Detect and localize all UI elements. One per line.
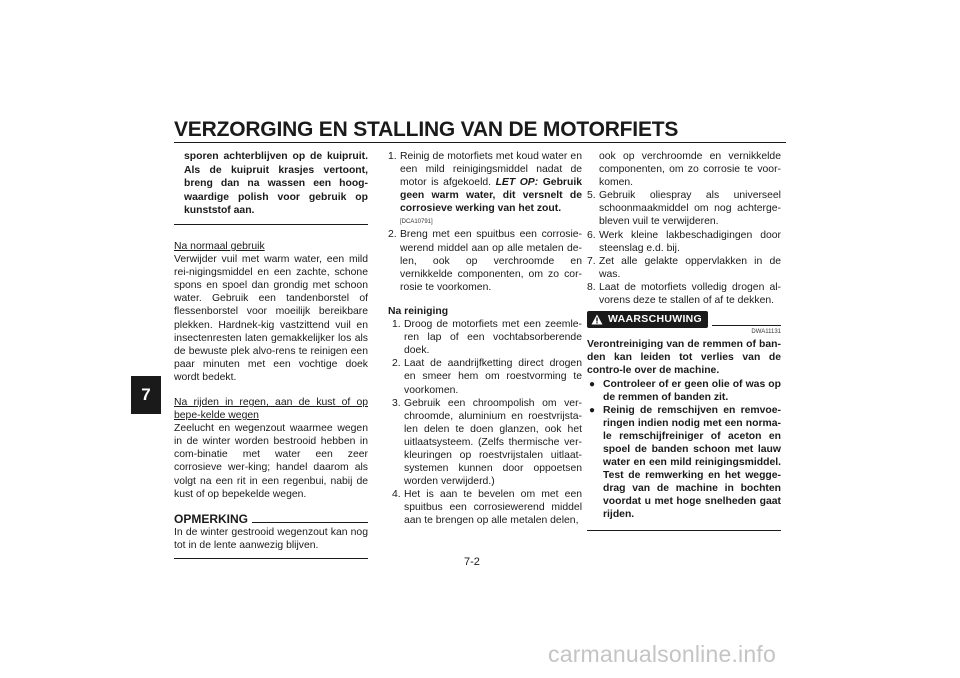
note-title: OPMERKING: [174, 511, 249, 526]
intro-warning-text: sporen achterblijven op de kuipruit. Als de kuipruit krasjes vertoont, breng dan na wassen een hoog-waardige polish voor gebruik op kunststof aan.: [184, 151, 368, 217]
section-heading-normal-use: Na normaal gebruik: [174, 240, 265, 252]
after-cleaning-steps: [392, 318, 582, 528]
column-2: [388, 150, 582, 528]
page-number: 7-2: [464, 556, 480, 568]
divider: [174, 558, 368, 559]
list-item: 3. Gebruik een chroompolish om ver-chroomde, aluminium en roestvrijsta-len delen te doen glanzen, ook het uitlaatsysteem. (Zelfs thermische ver-kleuringen op roestvrijstalen uitlaat-systemen kunnen door oppoetsen worden verwijderd.): [392, 397, 582, 488]
title-rule: [174, 142, 786, 143]
paragraph-normal-use: Verwijder vuil met warm water, een mild rei-nigingsmiddel en een zachte, schone spons en spoel dan grondig met schoon water. Gebruik een tandenborstel of flessenborstel voor moeilijk bereikbare plekken. Hardnek-kig vastzittend vuil en insectenresten laten gemakkelijker los als de bewuste plek alvo-rens te reinigen een paar minuten met een vochtige doek wordt bedekt.: [174, 254, 368, 383]
list-item: 2. Breng met een spuitbus een corrosie-werend middel aan op alle metalen de-len, ook op verchroomde en vernikkelde componenten, om zo cor-rosie te voorkomen.: [388, 229, 582, 293]
warning-triangle-icon: [591, 314, 603, 325]
section-heading-after-cleaning: Na reiniging: [388, 305, 449, 317]
reference-code: [DCA10791]: [400, 219, 433, 226]
paragraph-rain: Zeelucht en wegenzout waarmee wegen in de winter worden bestrooid hebben in com-binatie met water een zeer corrosieve wer-king; handel daarom als volgt na een rit in een regenbui, nabij de kust of op bepekelde wegen.: [174, 423, 368, 500]
list-item: ● Reinig de remschijven en remvoe-ringen indien nodig met een norma-le remschijfreiniger of aceton en spoel de banden schoon met lauw water en een mild reinigingsmiddel. Test de remwerking en het wegge-drag van de machine in bochten voordat u met hoge snelheden gaat rijden.: [589, 404, 781, 521]
warning-label: WAARSCHUWING: [608, 313, 703, 326]
watermark: carmanualsonline.info: [548, 641, 776, 667]
chapter-tab: 7: [131, 376, 161, 414]
divider: [174, 224, 368, 225]
list-item: 4. Het is aan te bevelen om met een spuitbus een corrosiewerend middel aan te brengen op alle metalen delen,: [392, 489, 582, 527]
warning-code: DWA11131: [751, 329, 781, 336]
warning-rule: [712, 325, 781, 326]
warning-intro: Verontreiniging van de remmen of ban-den kan leiden tot verlies van de contro-le over de machine.: [587, 339, 781, 377]
warning-bullets: [587, 378, 781, 522]
list-item: 8. Laat de motorfiets volledig drogen al-vorens deze te stallen of af te dekken.: [587, 281, 781, 307]
note-rule: [252, 522, 368, 523]
section-heading-rain: Na rijden in regen, aan de kust of op bepe-kelde wegen: [174, 397, 368, 422]
note-text: In de winter gestrooid wegenzout kan nog tot in de lente aanwezig blijven.: [174, 526, 368, 551]
list-item: 7. Zet alle gelakte oppervlakken in de was.: [587, 255, 781, 280]
page-title: VERZORGING EN STALLING VAN DE MOTORFIETS: [174, 118, 679, 141]
column-1: [174, 150, 368, 559]
wash-steps: [388, 150, 582, 215]
column-3: [587, 150, 781, 531]
list-item: 6. Werk kleine lakbeschadigingen door steenslag e.d. bij.: [587, 229, 781, 254]
note-header: [174, 513, 368, 526]
list-item: ● Controleer of er geen olie of was op de remmen of banden zit.: [589, 378, 781, 403]
list-item: 2. Laat de aandrijfketting direct drogen en smeer hem om roestvorming te voorkomen.: [392, 358, 582, 396]
list-item: ook op verchroomde en vernikkelde componenten, om zo corrosie te voor-komen.: [599, 151, 781, 189]
list-item: 1. Droog de motorfiets met een zeemle-ren lap of een vochtabsorberende doek.: [392, 319, 582, 357]
after-cleaning-steps-cont: [587, 150, 781, 307]
warning-header: [587, 311, 781, 328]
list-item: 1. Reinig de motorfiets met koud water en een mild reinigingsmiddel nadat de motor is afgekoeld. LET OP: Gebruik geen warm water, dit versnelt de corrosieve werking van het zout.: [388, 151, 582, 215]
warning-badge: [587, 311, 708, 328]
list-item: 5. Gebruik oliespray als universeel schoonmaakmiddel om nog achterge-bleven vuil te verwijderen.: [587, 190, 781, 228]
divider: [587, 530, 781, 531]
